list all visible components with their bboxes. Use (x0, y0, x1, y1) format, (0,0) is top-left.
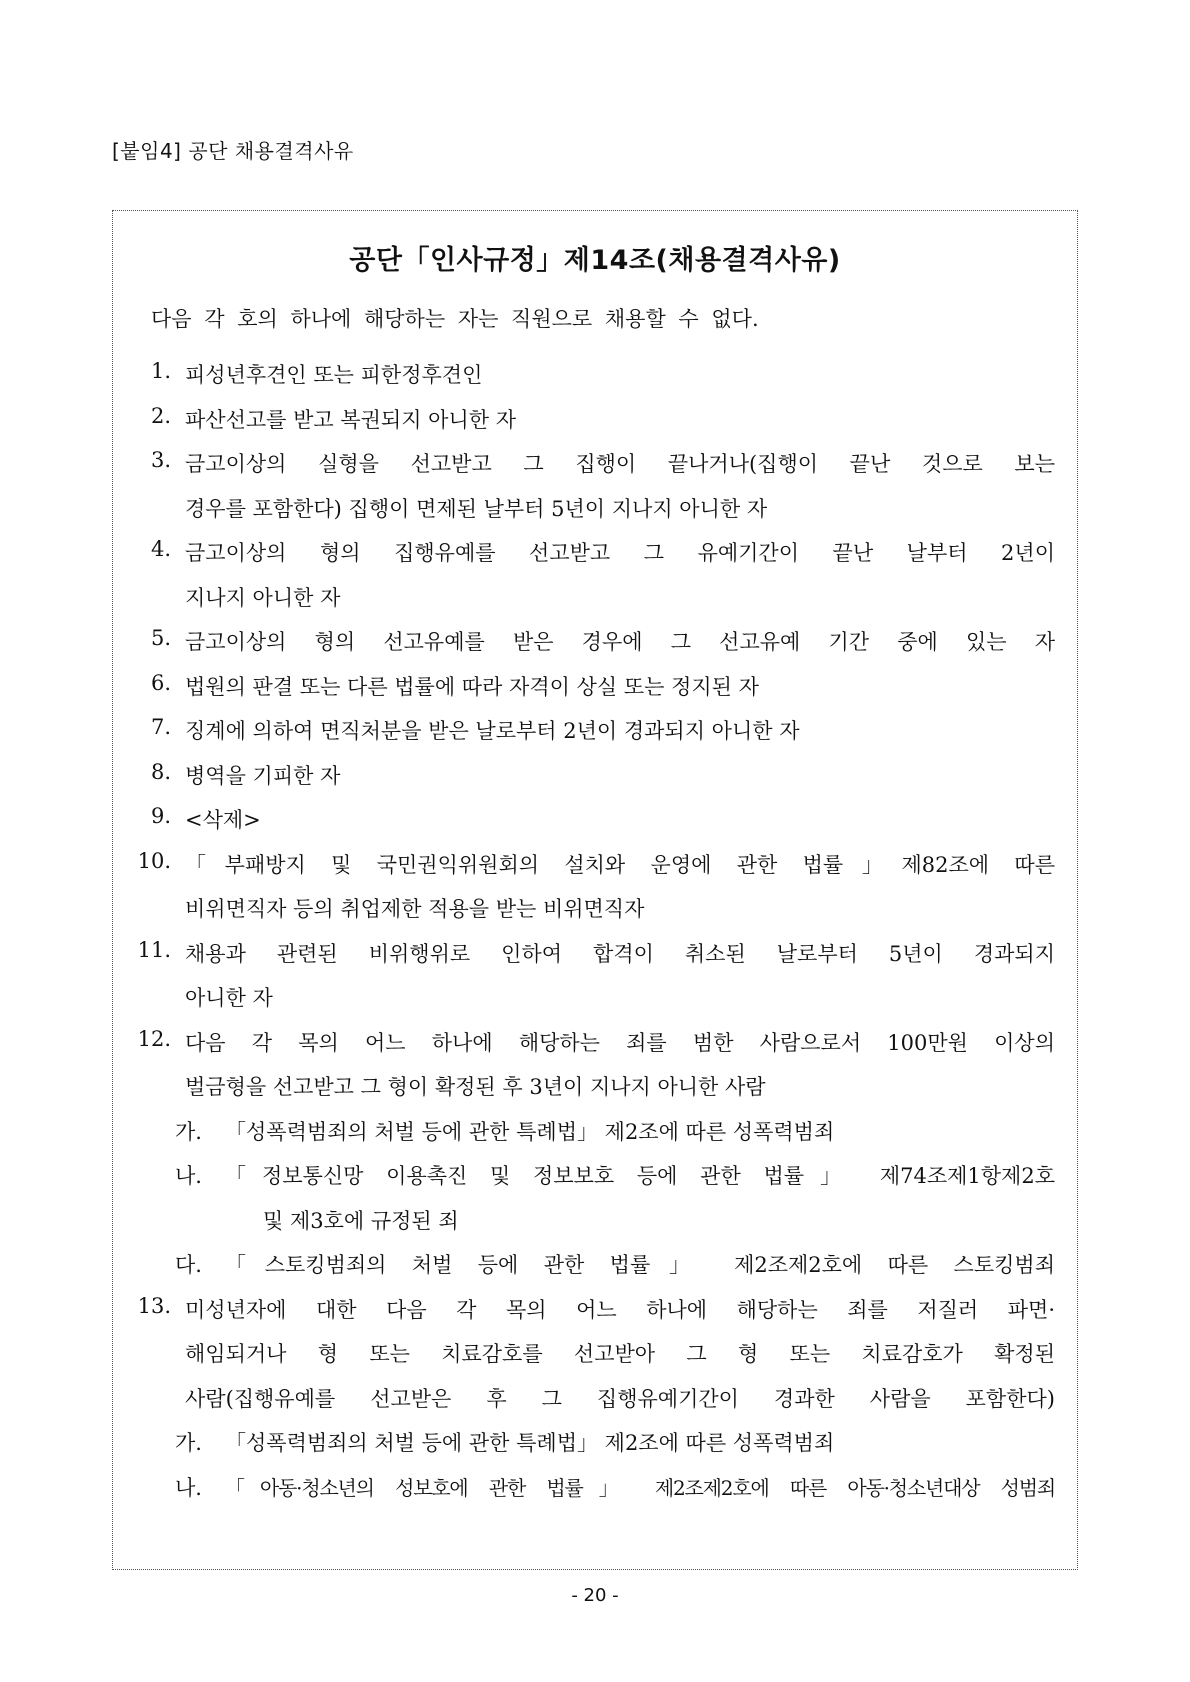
item-number: 2. (150, 403, 171, 428)
sub-item (113, 1152, 1079, 1197)
item-number: 5. (150, 626, 171, 650)
sub-item (113, 1419, 1079, 1464)
sub-item-text: 「정보통신망 이용촉진 및 정보보호 등에 관한 법률」 제74조제1항제2호 (225, 1164, 1055, 1188)
list-item-continuation (113, 1330, 1079, 1375)
item-number: 12. (137, 1026, 171, 1051)
sub-item (113, 1108, 1079, 1153)
list-item-continuation (113, 974, 1079, 1019)
item-number: 13. (137, 1293, 171, 1318)
item-number: 11. (137, 937, 171, 962)
sub-item-mark: 가. (175, 1119, 202, 1144)
list-item-continuation (113, 1063, 1079, 1108)
disqualification-list (113, 351, 1079, 1508)
item-number: 10. (137, 848, 171, 873)
item-text: 병역을 기피한 자 (185, 763, 341, 788)
list-item (113, 396, 1079, 441)
sub-item-mark: 나. (175, 1475, 202, 1500)
sub-item-mark: 나. (175, 1164, 202, 1188)
item-text: 금고이상의 형의 선고유예를 받은 경우에 그 선고유예 기간 중에 있는 자 (185, 630, 1055, 654)
item-text: 징계에 의하여 면직처분을 받은 날로부터 2년이 경과되지 아니한 자 (185, 719, 800, 743)
regulation-title: 공단「인사규정」제14조(채용결격사유) (349, 245, 841, 276)
item-number: 4. (150, 537, 171, 561)
item-text: 금고이상의 형의 집행유예를 선고받고 그 유예기간이 끝난 날부터 2년이 (185, 541, 1055, 565)
item-number: 7. (150, 715, 171, 739)
list-item (113, 440, 1079, 485)
sub-item-text: 「성폭력범죄의 처벌 등에 관한 특례법」 제2조에 따른 성폭력범죄 (225, 1119, 835, 1144)
item-number: 1. (150, 359, 171, 383)
item-number: 6. (150, 670, 171, 695)
sub-item (113, 1464, 1079, 1509)
sub-item-text: 「스토킹범죄의 처벌 등에 관한 법률」 제2조제2호에 따른 스토킹범죄 (225, 1253, 1055, 1277)
item-text: 피성년후견인 또는 피한정후견인 (185, 363, 483, 387)
sub-item-text: 및 제3호에 규정된 죄 (263, 1208, 459, 1233)
item-text: 아니한 자 (185, 986, 273, 1010)
list-item (113, 752, 1079, 797)
item-text: 채용과 관련된 비위행위로 인하여 합격이 취소된 날로부터 5년이 경과되지 (185, 941, 1055, 966)
item-text: 해임되거나 형 또는 치료감호를 선고받아 그 형 또는 치료감호가 확정된 (185, 1342, 1055, 1366)
item-text: 다음 각 목의 어느 하나에 해당하는 죄를 범한 사람으로서 100만원 이상의 (185, 1030, 1055, 1055)
list-item (113, 1286, 1079, 1331)
regulation-box (112, 210, 1078, 1570)
item-number: 9. (150, 804, 171, 828)
list-item (113, 930, 1079, 975)
list-item (113, 663, 1079, 708)
list-item (113, 841, 1079, 886)
item-text: 미성년자에 대한 다음 각 목의 어느 하나에 해당하는 죄를 저질러 파면· (185, 1297, 1055, 1322)
item-text: 비위면직자 등의 취업제한 적용을 받는 비위면직자 (185, 897, 645, 921)
item-text: 사람(집행유예를 선고받은 후 그 집행유예기간이 경과한 사람을 포함한다) (185, 1386, 1055, 1411)
sub-item-text: 「성폭력범죄의 처벌 등에 관한 특례법」 제2조에 따른 성폭력범죄 (225, 1431, 835, 1455)
regulation-intro: 다음 각 호의 하나에 해당하는 자는 직원으로 채용할 수 없다. (151, 307, 759, 331)
list-item-continuation (113, 485, 1079, 530)
page-number: - 20 - (571, 1585, 619, 1606)
list-item (113, 707, 1079, 752)
item-text: 경우를 포함한다) 집행이 면제된 날부터 5년이 지나지 아니한 자 (185, 496, 768, 521)
sub-item-text: 「아동·청소년의 성보호에 관한 법률」 제2조제2호에 따른 아동·청소년대상 성범죄 (225, 1475, 1055, 1500)
list-item (113, 351, 1079, 396)
sub-item (113, 1241, 1079, 1286)
item-number: 3. (150, 448, 171, 472)
item-text: <삭제> (185, 808, 261, 832)
list-item (113, 1019, 1079, 1064)
attachment-label: [붙임4] 공단 채용결격사유 (112, 139, 354, 163)
list-item-continuation (113, 574, 1079, 619)
list-item (113, 618, 1079, 663)
list-item (113, 796, 1079, 841)
item-text: 지나지 아니한 자 (185, 585, 341, 610)
item-number: 8. (150, 759, 171, 784)
item-text: 파산선고를 받고 복권되지 아니한 자 (185, 407, 516, 432)
list-item-continuation (113, 885, 1079, 930)
item-text: 법원의 판결 또는 다른 법률에 따라 자격이 상실 또는 정지된 자 (185, 674, 759, 699)
sub-item-mark: 가. (175, 1431, 202, 1455)
item-text: 금고이상의 실형을 선고받고 그 집행이 끝나거나(집행이 끝난 것으로 보는 (185, 452, 1055, 476)
item-text: 「부패방지 및 국민권익위원회의 설치와 운영에 관한 법률」제82조에 따른 (185, 852, 1055, 877)
sub-item-continuation (113, 1197, 1079, 1242)
list-item-continuation (113, 1375, 1079, 1420)
item-text: 벌금형을 선고받고 그 형이 확정된 후 3년이 지나지 아니한 사람 (185, 1075, 766, 1099)
sub-item-mark: 다. (175, 1253, 202, 1277)
list-item (113, 529, 1079, 574)
